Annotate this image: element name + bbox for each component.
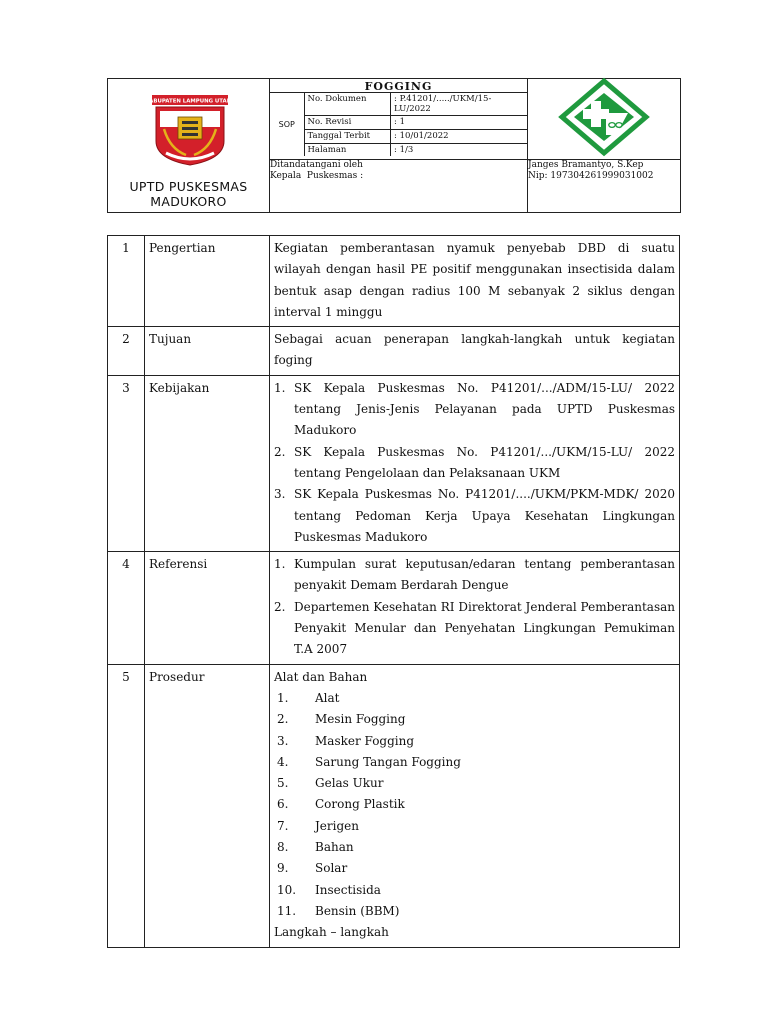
signed-by-label: Ditandatangani oleh bbox=[270, 160, 363, 170]
row-label: Tujuan bbox=[145, 327, 270, 376]
list-item bbox=[274, 709, 675, 730]
row-label: Referensi bbox=[145, 552, 270, 664]
meta-value: : 1/3 bbox=[394, 144, 414, 155]
list-item bbox=[274, 880, 675, 901]
row-content bbox=[270, 375, 680, 551]
list-text: Gelas Ukur bbox=[315, 776, 384, 791]
list-item bbox=[274, 816, 675, 837]
list-item bbox=[274, 837, 675, 858]
list-number: 3. bbox=[277, 733, 289, 748]
row-number: 4 bbox=[108, 552, 145, 664]
row-number: 5 bbox=[108, 664, 145, 947]
meta-label: No. Revisi bbox=[305, 115, 391, 129]
list-number: 2. bbox=[277, 712, 289, 727]
list-text: Corong Plastik bbox=[315, 797, 405, 812]
list-text: Sarung Tangan Fogging bbox=[315, 754, 461, 769]
list-text: Insectisida bbox=[315, 882, 381, 897]
row-text: Kegiatan pemberantasan nyamuk penyebab DBD di suatu wilayah dengan hasil PE positif menggunakan insectisida dalam bentuk asap dengan radius 100 M sebanyak 2 siklus dengan interval 1 minggu bbox=[270, 236, 680, 327]
list-number: 10. bbox=[277, 882, 297, 897]
list-text: Solar bbox=[315, 861, 348, 876]
list-number: 2. bbox=[274, 599, 286, 614]
meta-label: Tanggal Terbit bbox=[305, 129, 391, 143]
sop-label: SOP bbox=[270, 93, 304, 156]
table-row bbox=[108, 236, 680, 327]
meta-label: Halaman bbox=[305, 143, 391, 156]
document-title: FOGGING bbox=[270, 79, 527, 93]
list-item bbox=[274, 858, 675, 879]
org-logo-cell bbox=[108, 79, 270, 213]
list-number: 3. bbox=[274, 487, 286, 502]
row-label: Kebijakan bbox=[145, 375, 270, 551]
list-item bbox=[274, 731, 675, 752]
table-row bbox=[108, 375, 680, 551]
row-number: 1 bbox=[108, 236, 145, 327]
signer-block bbox=[528, 160, 681, 213]
list-text: Alat bbox=[315, 690, 340, 705]
table-row bbox=[108, 552, 680, 664]
list-number: 6. bbox=[277, 797, 289, 812]
list-number: 8. bbox=[277, 840, 289, 855]
list-text: SK Kepala Puskesmas No. P41201/.../ADM/15-LU/ 2022 tentang Jenis-Jenis Pelayanan pada UPTD Puskesmas Madukoro bbox=[294, 380, 675, 438]
list-text: Mesin Fogging bbox=[315, 712, 406, 727]
list-item bbox=[274, 484, 675, 548]
list-number: 11. bbox=[277, 903, 297, 918]
list-text: Jerigen bbox=[315, 818, 359, 833]
row-number: 2 bbox=[108, 327, 145, 376]
signature-block bbox=[270, 160, 528, 213]
list-text: Masker Fogging bbox=[315, 733, 415, 748]
list-number: 4. bbox=[277, 754, 289, 769]
list-item bbox=[274, 688, 675, 709]
meta-label: No. Dokumen bbox=[305, 93, 391, 115]
document-meta bbox=[305, 93, 528, 156]
row-label: Prosedur bbox=[145, 664, 270, 947]
list-number: 1. bbox=[274, 380, 286, 395]
list-item bbox=[274, 794, 675, 815]
list-text: Bensin (BBM) bbox=[315, 903, 400, 918]
list-text: Departemen Kesehatan RI Direktorat Jenderal Pemberantasan Penyakit Menular dan Penyehatan Lingkungan Pemukiman T.A 2007 bbox=[294, 599, 675, 657]
row-content bbox=[270, 552, 680, 664]
list-number: 1. bbox=[277, 690, 289, 705]
meta-value: : P.41201/...../UKM/15-LU/2022 bbox=[391, 93, 528, 115]
head-of-puskesmas-label: Kepala Puskesmas : bbox=[270, 171, 364, 181]
table-row bbox=[108, 664, 680, 947]
list-text: Bahan bbox=[315, 840, 354, 855]
signer-nip: Nip: 197304261999031002 bbox=[528, 171, 654, 181]
list-number: 9. bbox=[277, 861, 289, 876]
list-item bbox=[274, 597, 675, 661]
row-content bbox=[270, 664, 680, 947]
list-number: 2. bbox=[274, 444, 286, 459]
row-label: Pengertian bbox=[145, 236, 270, 327]
meta-value: : 1 bbox=[391, 115, 528, 129]
list-number: 7. bbox=[277, 818, 289, 833]
row-text: Sebagai acuan penerapan langkah-langkah untuk kegiatan foging bbox=[270, 327, 680, 376]
organization-name: UPTD PUSKESMAS MADUKORO bbox=[129, 179, 248, 209]
meta-value: : 10/01/2022 bbox=[391, 129, 528, 143]
list-number: 1. bbox=[274, 557, 286, 572]
procedure-steps-heading: Langkah – langkah bbox=[274, 925, 389, 940]
signer-name: Janges Bramantyo, S.Kep bbox=[528, 160, 644, 170]
list-item bbox=[274, 554, 675, 597]
emblem-cell bbox=[528, 79, 681, 160]
row-number: 3 bbox=[108, 375, 145, 551]
list-item bbox=[274, 378, 675, 442]
list-text: SK Kepala Puskesmas No. P41201/..../UKM/PKM-MDK/ 2020 tentang Pedoman Kerja Upaya Kesehatan Lingkungan Puskesmas Madukoro bbox=[294, 487, 675, 544]
sop-content-table bbox=[107, 235, 680, 948]
list-item bbox=[274, 773, 675, 794]
regency-logo bbox=[144, 93, 236, 168]
list-item bbox=[274, 901, 675, 922]
procedure-intro: Alat dan Bahan bbox=[274, 669, 368, 684]
table-row bbox=[108, 327, 680, 376]
list-number: 5. bbox=[277, 776, 289, 791]
list-item bbox=[274, 442, 675, 485]
list-text: SK Kepala Puskesmas No. P41201/.../UKM/15-LU/ 2022 tentang Pengelolaan dan Pelaksanaan UKM bbox=[294, 444, 675, 480]
svg-text:KABUPATEN LAMPUNG UTARA: KABUPATEN LAMPUNG UTARA bbox=[144, 98, 236, 105]
list-text: Kumpulan surat keputusan/edaran tentang pemberantasan penyakit Demam Berdarah Dengue bbox=[294, 557, 675, 593]
sop-header bbox=[107, 78, 681, 213]
list-item bbox=[274, 752, 675, 773]
puskesmas-emblem-icon bbox=[558, 79, 650, 155]
